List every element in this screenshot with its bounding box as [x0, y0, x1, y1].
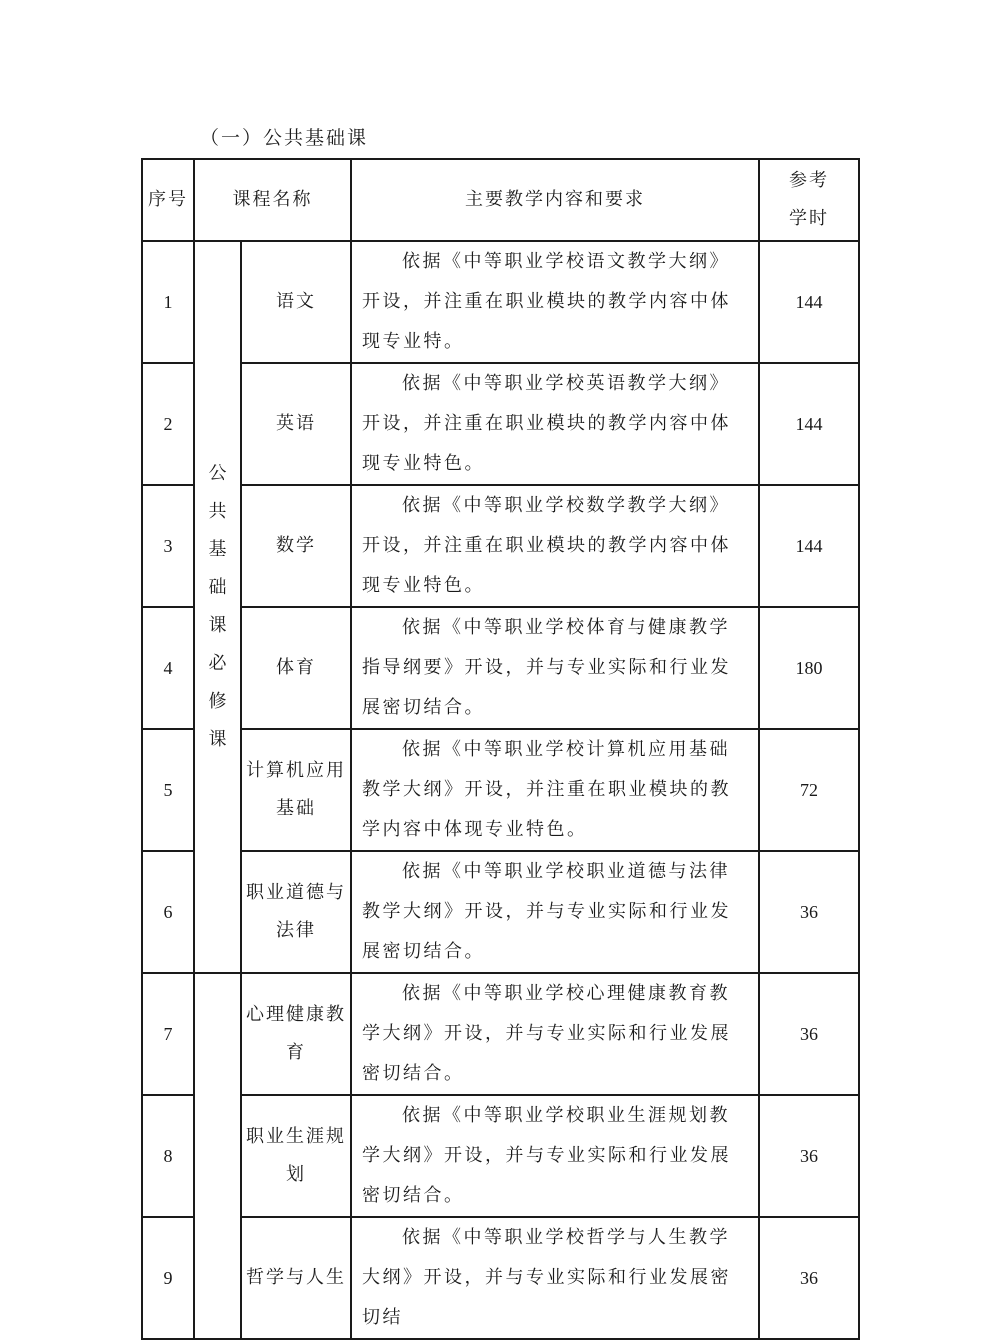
- course-hours: 36: [759, 973, 859, 1095]
- course-hours: 180: [759, 607, 859, 729]
- course-content: 依据《中等职业学校英语教学大纲》开设，并注重在职业模块的教学内容中体现专业特色。: [351, 363, 759, 485]
- course-content: 依据《中等职业学校体育与健康教学指导纲要》开设，并与专业实际和行业发展密切结合。: [351, 607, 759, 729]
- course-name: 语文: [241, 241, 351, 363]
- category-cell-required: [194, 241, 241, 973]
- table-header-row: [142, 159, 859, 241]
- course-name: 体育: [241, 607, 351, 729]
- row-seq: 9: [142, 1217, 194, 1339]
- course-name: 哲学与人生: [241, 1217, 351, 1339]
- section-title: （一）公共基础课: [200, 127, 369, 149]
- course-table: [141, 158, 860, 1340]
- row-seq: 7: [142, 973, 194, 1095]
- course-name: 数学: [241, 485, 351, 607]
- header-content: 主要教学内容和要求: [351, 159, 759, 241]
- course-content: 依据《中等职业学校职业生涯规划教学大纲》开设，并与专业实际和行业发展密切结合。: [351, 1095, 759, 1217]
- row-seq: 3: [142, 485, 194, 607]
- table-row: [142, 1217, 859, 1339]
- course-name: 职业道德与法律: [241, 851, 351, 973]
- table-row: [142, 241, 859, 363]
- course-hours: 72: [759, 729, 859, 851]
- course-name: 英语: [241, 363, 351, 485]
- table-row: [142, 1095, 859, 1217]
- row-seq: 6: [142, 851, 194, 973]
- row-seq: 4: [142, 607, 194, 729]
- course-name: 计算机应用基础: [241, 729, 351, 851]
- course-hours: 36: [759, 1217, 859, 1339]
- category-cell-second: [194, 973, 241, 1339]
- row-seq: 1: [142, 241, 194, 363]
- course-name: 心理健康教育: [241, 973, 351, 1095]
- header-course-name: 课程名称: [194, 159, 351, 241]
- course-content: 依据《中等职业学校数学教学大纲》开设，并注重在职业模块的教学内容中体现专业特色。: [351, 485, 759, 607]
- row-seq: 2: [142, 363, 194, 485]
- course-hours: 36: [759, 1095, 859, 1217]
- course-content: 依据《中等职业学校计算机应用基础教学大纲》开设，并注重在职业模块的教学内容中体现专业特色。: [351, 729, 759, 851]
- course-content: 依据《中等职业学校职业道德与法律教学大纲》开设，并与专业实际和行业发展密切结合。: [351, 851, 759, 973]
- table-row: [142, 485, 859, 607]
- course-hours: 144: [759, 485, 859, 607]
- course-content: 依据《中等职业学校语文教学大纲》开设，并注重在职业模块的教学内容中体现专业特。: [351, 241, 759, 363]
- category-label: 公共基础课必修课: [208, 463, 227, 750]
- course-content: 依据《中等职业学校哲学与人生教学大纲》开设，并与专业实际和行业发展密切结: [351, 1217, 759, 1339]
- course-hours: 36: [759, 851, 859, 973]
- course-name: 职业生涯规划: [241, 1095, 351, 1217]
- row-seq: 8: [142, 1095, 194, 1217]
- course-content: 依据《中等职业学校心理健康教育教学大纲》开设，并与专业实际和行业发展密切结合。: [351, 973, 759, 1095]
- row-seq: 5: [142, 729, 194, 851]
- table-row: [142, 973, 859, 1095]
- table-row: [142, 729, 859, 851]
- table-row: [142, 363, 859, 485]
- course-hours: 144: [759, 363, 859, 485]
- table-row: [142, 851, 859, 973]
- header-hours: 参考学时: [759, 159, 859, 241]
- table-row: [142, 607, 859, 729]
- course-hours: 144: [759, 241, 859, 363]
- header-seq: 序号: [142, 159, 194, 241]
